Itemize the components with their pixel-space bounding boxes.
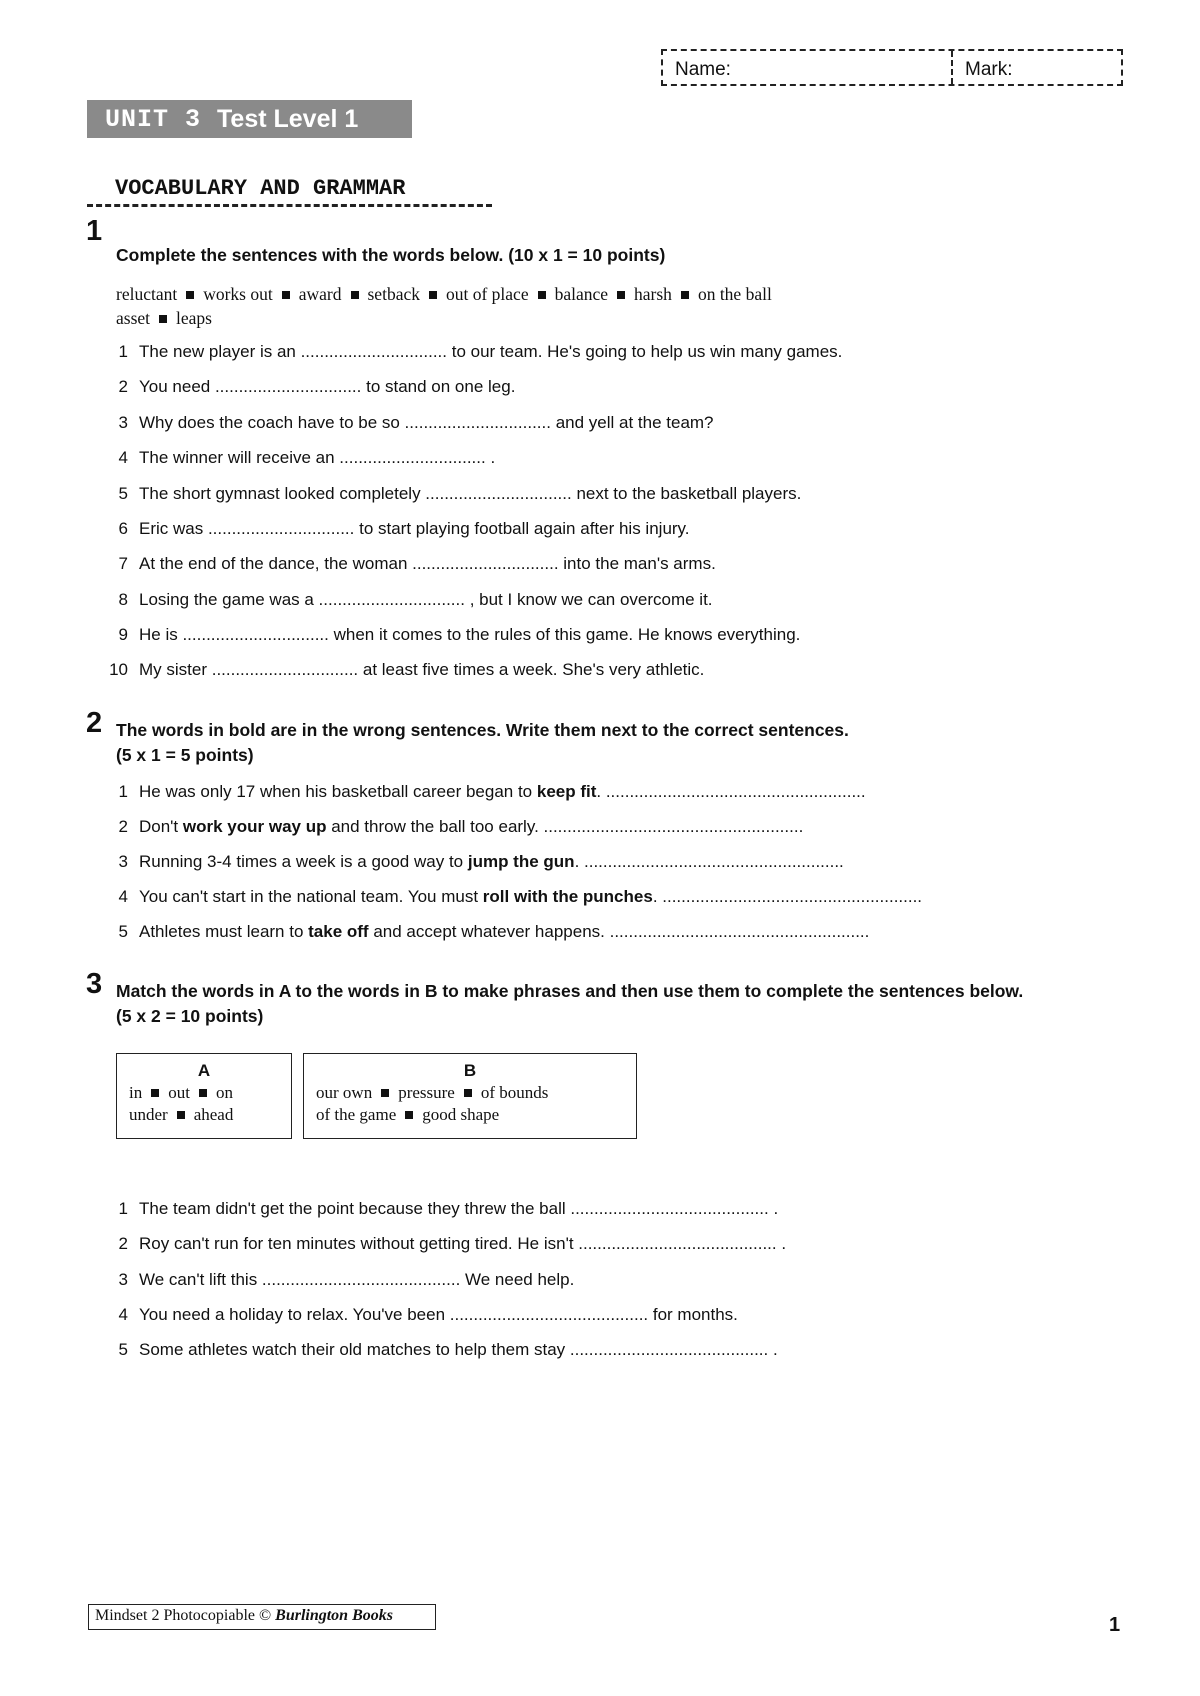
square-bullet-icon [617, 291, 625, 299]
item-text: Athletes must learn to [139, 922, 309, 941]
box-a-line-1 [129, 1082, 279, 1104]
item-number: 5 [118, 484, 128, 503]
exercise-2-item [104, 921, 869, 943]
box-a-line-2 [129, 1104, 279, 1126]
word-bank-word: award [298, 284, 342, 304]
square-bullet-icon [199, 1089, 207, 1097]
page-number: 1 [1109, 1614, 1121, 1636]
exercise-3-item [104, 1339, 778, 1361]
exercise-2-instruction [116, 718, 849, 768]
box-b-line-2 [316, 1104, 624, 1126]
item-number: 10 [109, 660, 128, 679]
exercise-3-instruction [116, 979, 1023, 1029]
test-level-label: Test Level 1 [217, 104, 359, 133]
copyright-badge [88, 1604, 436, 1630]
exercise-3-item [104, 1269, 574, 1291]
item-number: 4 [118, 887, 128, 906]
item-number: 1 [118, 782, 128, 801]
item-number: 1 [118, 342, 128, 361]
exercise-2-item [104, 851, 844, 873]
bold-phrase: work your way up [182, 817, 327, 836]
exercise-1-item [104, 624, 800, 646]
item-number: 3 [118, 413, 128, 432]
exercise-1-item [104, 483, 801, 505]
bold-phrase: jump the gun [467, 852, 575, 871]
item-number: 5 [118, 922, 128, 941]
item-text: Why does the coach have to be so ............................... and yell at the team? [139, 413, 714, 432]
item-answer-line: . ....................................................... [652, 887, 923, 906]
box-word: in [129, 1083, 143, 1102]
item-text: The winner will receive an ............................... . [139, 448, 496, 467]
exercise-2-instruction-line-1: The words in bold are in the wrong sentences. Write them next to the correct sentences. [116, 720, 849, 740]
box-word: ahead [193, 1105, 234, 1124]
item-number: 9 [118, 625, 128, 644]
item-text: He was only 17 when his basketball career began to [139, 782, 537, 801]
item-text: Roy can't run for ten minutes without getting tired. He isn't .......................................... . [139, 1234, 787, 1253]
exercise-1-instruction: Complete the sentences with the words below. (10 x 1 = 10 points) [116, 245, 666, 265]
square-bullet-icon [186, 291, 194, 299]
item-text: He is ............................... when it comes to the rules of this game. He knows everything. [139, 625, 801, 644]
exercise-3-item [104, 1304, 738, 1326]
name-mark-box [661, 49, 1123, 86]
item-number: 3 [118, 1270, 128, 1289]
word-bank-word: asset [116, 308, 151, 328]
exercise-1-item [104, 589, 713, 611]
item-number: 2 [118, 817, 128, 836]
exercise-3-instruction-line-1: Match the words in A to the words in B to make phrases and then use them to complete the sentences below. [116, 981, 1024, 1001]
exercise-1-item [104, 518, 690, 540]
exercise-3-instruction-line-2: (5 x 2 = 10 points) [116, 1006, 264, 1026]
item-text: Some athletes watch their old matches to help them stay .......................................... . [139, 1340, 778, 1359]
exercise-1-item [104, 659, 704, 681]
item-answer-line: . ....................................................... [574, 852, 844, 871]
exercise-1-item [104, 341, 842, 363]
word-bank-line-1 [116, 282, 772, 306]
item-number: 4 [118, 1305, 128, 1324]
exercise-2-item [104, 781, 866, 803]
item-number: 7 [118, 554, 128, 573]
square-bullet-icon [177, 1111, 185, 1119]
exercise-2-item [104, 816, 803, 838]
item-text: We can't lift this .......................................... We need help. [139, 1270, 575, 1289]
item-text: The short gymnast looked completely ............................... next to the basketball players. [139, 484, 802, 503]
item-answer-line: and throw the ball too early. ....................................................... [326, 817, 804, 836]
item-text: The new player is an ............................... to our team. He's going to help us win many games. [139, 342, 843, 361]
box-word: our own [316, 1083, 373, 1102]
item-text: Running 3-4 times a week is a good way to [139, 852, 468, 871]
name-field[interactable] [663, 51, 953, 84]
square-bullet-icon [282, 291, 290, 299]
exercise-1-word-bank [116, 282, 772, 330]
item-answer-line: and accept whatever happens. ....................................................... [368, 922, 870, 941]
word-bank-word: works out [203, 284, 273, 304]
item-number: 5 [118, 1340, 128, 1359]
square-bullet-icon [538, 291, 546, 299]
exercise-1-item [104, 376, 515, 398]
item-text: At the end of the dance, the woman ............................... into the man's arms. [139, 554, 716, 573]
box-word: good shape [422, 1105, 500, 1124]
box-word: of the game [316, 1105, 397, 1124]
exercise-2-number: 2 [86, 707, 103, 739]
item-text: You can't start in the national team. You must [139, 887, 483, 906]
item-number: 3 [118, 852, 128, 871]
exercise-3-number: 3 [86, 968, 103, 1000]
box-word: pressure [398, 1083, 455, 1102]
item-number: 2 [118, 377, 128, 396]
square-bullet-icon [351, 291, 359, 299]
exercise-2-instruction-line-2: (5 x 1 = 5 points) [116, 745, 254, 765]
item-number: 2 [118, 1234, 128, 1253]
unit-label: UNIT 3 [105, 104, 202, 134]
word-bank-word: out of place [445, 284, 529, 304]
word-bank-word: leaps [176, 308, 212, 328]
word-bank-word: on the ball [697, 284, 772, 304]
word-bank-line-2 [116, 306, 772, 330]
mark-field[interactable] [953, 51, 1121, 84]
item-number: 8 [118, 590, 128, 609]
item-number: 6 [118, 519, 128, 538]
box-word: out [168, 1083, 190, 1102]
item-text: My sister ............................... at least five times a week. She's very athletic. [139, 660, 705, 679]
box-word: under [129, 1105, 168, 1124]
word-bank-word: harsh [634, 284, 672, 304]
name-label: Name: [675, 59, 731, 80]
word-bank-word: balance [554, 284, 609, 304]
match-box-b [303, 1053, 637, 1139]
exercise-1-item [104, 553, 716, 575]
bold-phrase: take off [308, 922, 369, 941]
exercise-3-item [104, 1198, 778, 1220]
unit-banner [87, 100, 412, 138]
bold-phrase: keep fit [536, 782, 597, 801]
square-bullet-icon [429, 291, 437, 299]
bold-phrase: roll with the punches [482, 887, 653, 906]
square-bullet-icon [159, 315, 167, 323]
exercise-1-item [104, 447, 495, 469]
square-bullet-icon [381, 1089, 389, 1097]
box-word: on [215, 1083, 233, 1102]
square-bullet-icon [405, 1111, 413, 1119]
publisher-brand: Burlington Books [275, 1607, 393, 1624]
exercise-1-item [104, 412, 714, 434]
box-word: of bounds [480, 1083, 549, 1102]
exercise-2-item [104, 886, 922, 908]
section-title: VOCABULARY AND GRAMMAR [87, 176, 492, 207]
copyright-text: Mindset 2 Photocopiable © [95, 1607, 276, 1624]
item-text: Losing the game was a ............................... , but I know we can overcome it. [139, 590, 713, 609]
item-text: Eric was ............................... to start playing football again after his injury. [139, 519, 690, 538]
item-text: You need a holiday to relax. You've been .......................................... for months. [139, 1305, 738, 1324]
item-text: The team didn't get the point because they threw the ball .......................................... . [139, 1199, 779, 1218]
mark-label: Mark: [965, 59, 1013, 80]
square-bullet-icon [681, 291, 689, 299]
box-a-header: A [197, 1061, 211, 1080]
match-box-a [116, 1053, 292, 1139]
exercise-1-number: 1 [86, 215, 103, 247]
item-text: You need ............................... to stand on one leg. [139, 377, 516, 396]
square-bullet-icon [464, 1089, 472, 1097]
box-b-header: B [463, 1061, 477, 1080]
item-number: 4 [118, 448, 128, 467]
exercise-3-item [104, 1233, 786, 1255]
item-text: Don't [139, 817, 183, 836]
box-b-line-1 [316, 1082, 624, 1104]
square-bullet-icon [151, 1089, 159, 1097]
item-number: 1 [118, 1199, 128, 1218]
word-bank-word: setback [367, 284, 420, 304]
item-answer-line: . ....................................................... [596, 782, 866, 801]
word-bank-word: reluctant [116, 284, 178, 304]
